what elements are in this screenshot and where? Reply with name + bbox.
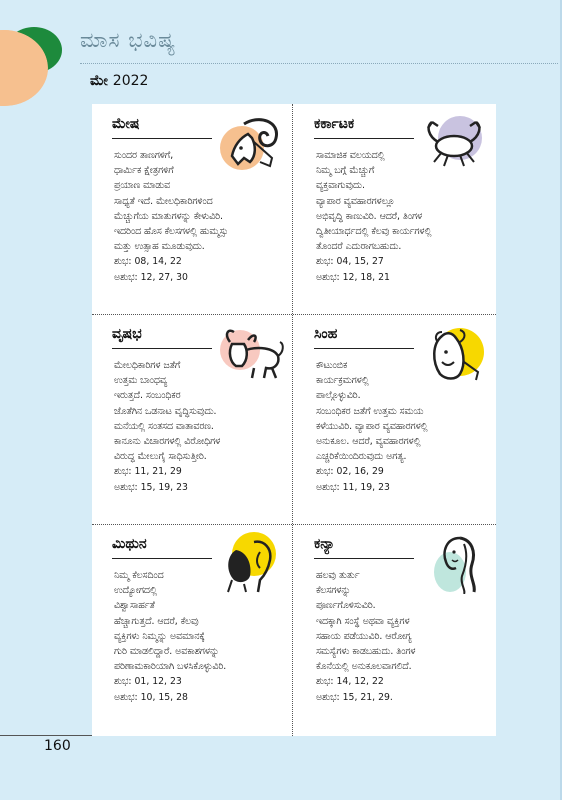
sign-underline (112, 138, 212, 139)
sign-underline (314, 138, 414, 139)
sign-card-mesha (92, 104, 294, 314)
sign-name: ಸಿಂಹ (314, 326, 338, 342)
sign-body (114, 148, 294, 285)
forecast-line: ಕಳೆಯುವಿರಿ. ವ್ಯಾಪಾರ ವ್ಯವಹಾರಗಳಲ್ಲಿ (316, 420, 428, 432)
lucky-dates: ಶುಭ: 11, 21, 29 (114, 466, 182, 478)
month-name: ಮೇ (90, 73, 108, 89)
forecast-line: ವಿಶ್ವಾಸಾರ್ಹತೆ (114, 600, 155, 612)
forecast-line: ವಿರುದ್ಧ ಮೇಲುಗೈ ಸಾಧಿಸುತ್ತೀರಿ. (114, 451, 207, 463)
sign-underline (314, 348, 414, 349)
forecast-line: ಉದ್ಯೋಗದಲ್ಲಿ (114, 585, 157, 597)
forecast-line: ಕಾನೂನು ವಿಚಾರಗಳಲ್ಲಿ ವಿರೋಧಿಗಳ (114, 436, 221, 448)
forecast-line: ಗುರಿ ಮಾಡಲಿದ್ದಾರೆ. ಅವಕಾಶಗಳನ್ನು (114, 646, 220, 658)
forecast-line: ಜೊತೆಗಿನ ಒಡನಾಟ ವೃದ್ಧಿಸುವುದು. (114, 405, 217, 417)
forecast-line: ಕೊನೆಯಲ್ಲಿ ಅನುಕೂಲವಾಗಲಿದೆ. (316, 661, 412, 673)
sign-body (316, 148, 496, 285)
forecast-line: ಪ್ರಯಾಣ ಮಾಡುವ (114, 180, 171, 192)
title-divider (80, 63, 558, 64)
forecast-line: ವ್ಯಕ್ತಿಗಳು ನಿಮ್ಮನ್ನು ಅವಮಾನಕ್ಕೆ (114, 630, 205, 642)
sign-underline (112, 558, 212, 559)
forecast-line: ಎಚ್ಚರಿಕೆಯಿಂದಿರುವುದು ಅಗತ್ಯ. (316, 451, 407, 463)
forecast-line: ತೊಂದರೆ ಎದುರಾಗಬಹುದು. (316, 241, 402, 253)
forecast-line: ಹಲವು ತುರ್ತು (316, 570, 360, 581)
forecast-line: ಉತ್ತಮ ಬಾಂಧವ್ಯ (114, 375, 168, 387)
forecast-line: ಕೆಲಸಗಳನ್ನು (316, 585, 351, 597)
sign-card-simha (294, 314, 496, 524)
forecast-line: ಮೇಲಧಿಕಾರಿಗಳ ಜತೆಗೆ (114, 360, 181, 371)
forecast-line: ವ್ಯಾಪಾರ ವ್ಯವಹಾರಗಳಲ್ಲೂ (316, 195, 395, 207)
sign-name: ಕರ್ಕಾಟಕ (314, 116, 355, 132)
sign-name: ಮಿಥುನ (112, 536, 147, 552)
forecast-line: ಮೆಚ್ಚುಗೆಯ ಮಾತುಗಳನ್ನು ಕೇಳುವಿರಿ. (114, 210, 223, 222)
unlucky-dates: ಅಶುಭ: 12, 18, 21 (316, 271, 390, 283)
forecast-line: ನಿಮ್ಮ ಬಗ್ಗೆ ಮೆಚ್ಚುಗೆ (316, 165, 375, 177)
forecast-line: ಧಾರ್ಮಿಕ ಕ್ಷೇತ್ರಗಳಿಗೆ (114, 165, 174, 177)
forecast-line: ಸಮಸ್ಯೆಗಳು ಕಾಡಬಹುದು. ತಿಂಗಳ (316, 646, 416, 658)
forecast-line: ಪರಿಣಾಮಕಾರಿಯಾಗಿ ಬಳಸಿಕೊಳ್ಳುವಿರಿ. (114, 661, 227, 673)
sign-card-kanya (294, 524, 496, 734)
page-number: 160 (44, 738, 71, 754)
forecast-line: ಸಹಾಯ ಪಡೆಯುವಿರಿ. ಆರೋಗ್ಯ (316, 630, 412, 642)
forecast-line: ನಿಮ್ಮ ಕೆಲಸದಿಂದ (114, 570, 164, 581)
forecast-line: ಇದರಿಂದ ಹೊಸ ಕೆಲಸಗಳಲ್ಲಿ ಹುಮ್ಮಸ್ಸು (114, 226, 229, 238)
lucky-dates: ಶುಭ: 08, 14, 22 (114, 256, 182, 268)
forecast-line: ಕೌಟುಂಬಿಕ (316, 360, 348, 371)
forecast-line: ಪಾಲ್ಗೊಳ್ಳುವಿರಿ. (316, 390, 361, 402)
unlucky-dates: ಅಶುಭ: 15, 19, 23 (114, 481, 188, 493)
unlucky-dates: ಅಶುಭ: 11, 19, 23 (316, 481, 390, 493)
forecast-line: ಹೆಚ್ಚಾಗುತ್ತದೆ. ಆದರೆ, ಕೆಲವು (114, 615, 199, 627)
forecast-line: ದ್ವಿತೀಯಾರ್ಧದಲ್ಲಿ ಕೆಲವು ಕಾರ್ಯಗಳಲ್ಲಿ (316, 226, 432, 238)
forecast-line: ಸುಂದರ ತಾಣಗಳಿಗೆ, (114, 150, 174, 161)
sign-card-vrishabha (92, 314, 294, 524)
sign-underline (314, 558, 414, 559)
sign-underline (112, 348, 212, 349)
unlucky-dates: ಅಶುಭ: 12, 27, 30 (114, 271, 188, 283)
lucky-dates: ಶುಭ: 02, 16, 29 (316, 466, 384, 478)
sign-body (114, 358, 294, 495)
sign-body (316, 358, 496, 495)
forecast-line: ಇರುತ್ತದೆ. ಸಂಬಂಧಿಕರ (114, 390, 181, 402)
lucky-dates: ಶುಭ: 04, 15, 27 (316, 256, 384, 268)
lucky-dates: ಶುಭ: 01, 12, 23 (114, 676, 182, 688)
forecast-line: ಅನುಕೂಲ. ಆದರೆ, ವ್ಯವಹಾರಗಳಲ್ಲಿ (316, 436, 421, 448)
month-year: 2022 (112, 73, 149, 89)
forecast-line: ಸಾಮಾಜಿಕ ವಲಯದಲ್ಲಿ (316, 150, 385, 161)
lucky-dates: ಶುಭ: 14, 12, 22 (316, 676, 384, 688)
unlucky-dates: ಅಶುಭ: 15, 21, 29. (316, 691, 393, 703)
forecast-line: ಕಾರ್ಯಕ್ರಮಗಳಲ್ಲಿ (316, 375, 369, 387)
sign-name: ಕನ್ಯಾ (314, 536, 335, 552)
forecast-line: ಸಾಧ್ಯತೆ ಇದೆ. ಮೇಲಧಿಕಾರಿಗಳಿಂದ (114, 195, 213, 207)
forecast-line: ಪೂರ್ಣಗೊಳಿಸುವಿರಿ. (316, 600, 376, 612)
page-title: ಮಾಸ ಭವಿಷ್ಯ (80, 28, 177, 52)
sign-name: ವೃಷಭ (112, 326, 142, 342)
forecast-line: ಅಭಿವೃದ್ಧಿ ಕಾಣುವಿರಿ. ಆದರೆ, ತಿಂಗಳ (316, 210, 423, 222)
forecast-line: ವ್ಯಕ್ತವಾಗುವುದು. (316, 180, 365, 192)
sign-body (114, 568, 294, 705)
footer-divider (0, 735, 92, 736)
unlucky-dates: ಅಶುಭ: 10, 15, 28 (114, 691, 188, 703)
sign-name: ಮೇಷ (112, 116, 140, 132)
month-label (90, 73, 148, 89)
forecast-line: ಮತ್ತು ಉತ್ಸಾಹ ಮೂಡುವುದು. (114, 241, 205, 253)
forecast-line: ಇದಕ್ಕಾಗಿ ಸಂಸ್ಥೆ ಅಥವಾ ವ್ಯಕ್ತಿಗಳ (316, 615, 410, 627)
sign-card-karkataka (294, 104, 496, 314)
forecast-line: ಮನೆಯಲ್ಲಿ ಸಂತಸದ ವಾತಾವರಣ. (114, 420, 214, 432)
forecast-line: ಸಂಬಂಧಿಕರ ಜತೆಗೆ ಉತ್ತಮ ಸಮಯ (316, 405, 424, 417)
sign-card-mithuna (92, 524, 294, 734)
sign-body (316, 568, 496, 705)
